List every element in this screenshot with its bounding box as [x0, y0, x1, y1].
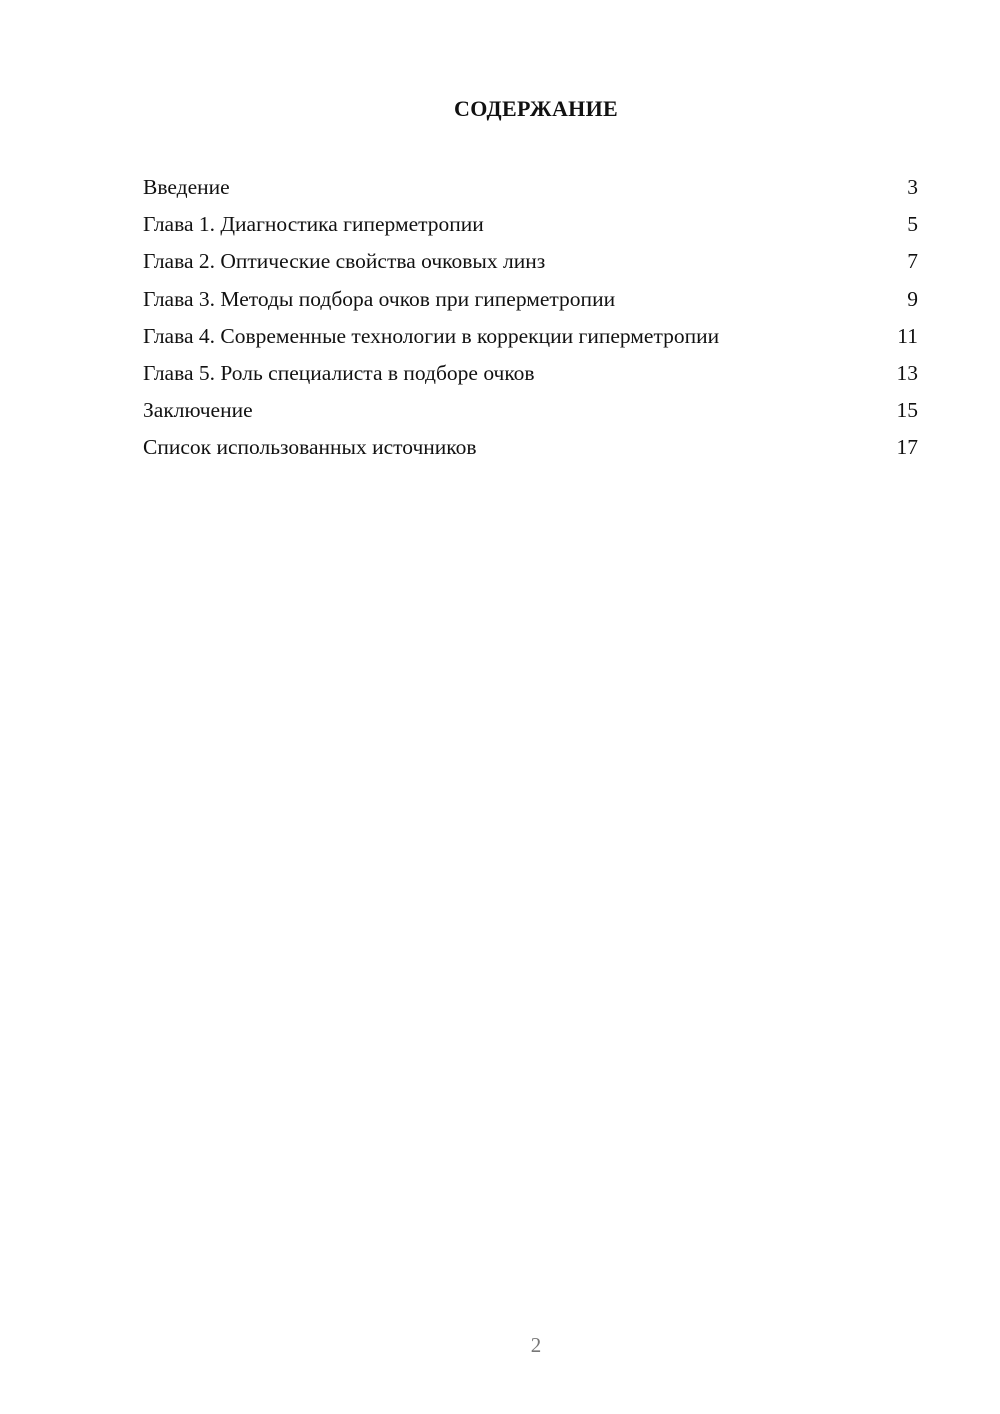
toc-entry-label: Глава 4. Современные технологии в коррекции гиперметропии — [143, 323, 720, 348]
toc-entry-label: Введение — [143, 175, 230, 199]
toc-entry-page: 17 — [896, 435, 918, 460]
table-of-contents — [143, 169, 918, 467]
toc-entry-chapter-2 — [143, 243, 918, 280]
toc-entry-introduction — [143, 169, 918, 206]
toc-entry-label: Глава 1. Диагностика гиперметропии — [143, 212, 484, 237]
toc-entry-page: 13 — [896, 360, 918, 385]
page-number: 2 — [530, 1333, 542, 1357]
toc-entry-label: Список использованных источников — [143, 435, 477, 460]
toc-entry-page: 5 — [907, 212, 918, 237]
toc-entry-references — [143, 429, 918, 466]
toc-entry-label: Глава 2. Оптические свойства очковых линз — [143, 249, 546, 274]
toc-entry-page: 7 — [907, 249, 918, 274]
toc-title: СОДЕРЖАНИЕ — [454, 96, 618, 121]
toc-entry-page: 3 — [907, 175, 918, 199]
toc-entry-chapter-1 — [143, 206, 918, 243]
toc-entry-page: 15 — [896, 398, 918, 423]
toc-entry-chapter-4 — [143, 318, 918, 355]
toc-entry-chapter-5 — [143, 355, 918, 392]
toc-entry-chapter-3 — [143, 281, 918, 318]
toc-entry-label: Заключение — [143, 398, 253, 423]
toc-entry-label: Глава 5. Роль специалиста в подборе очков — [143, 360, 535, 385]
toc-entry-conclusion — [143, 392, 918, 429]
toc-entry-page: 11 — [897, 323, 918, 348]
toc-entry-label: Глава 3. Методы подбора очков при гиперметропии — [143, 286, 616, 311]
toc-entry-page: 9 — [907, 286, 918, 311]
